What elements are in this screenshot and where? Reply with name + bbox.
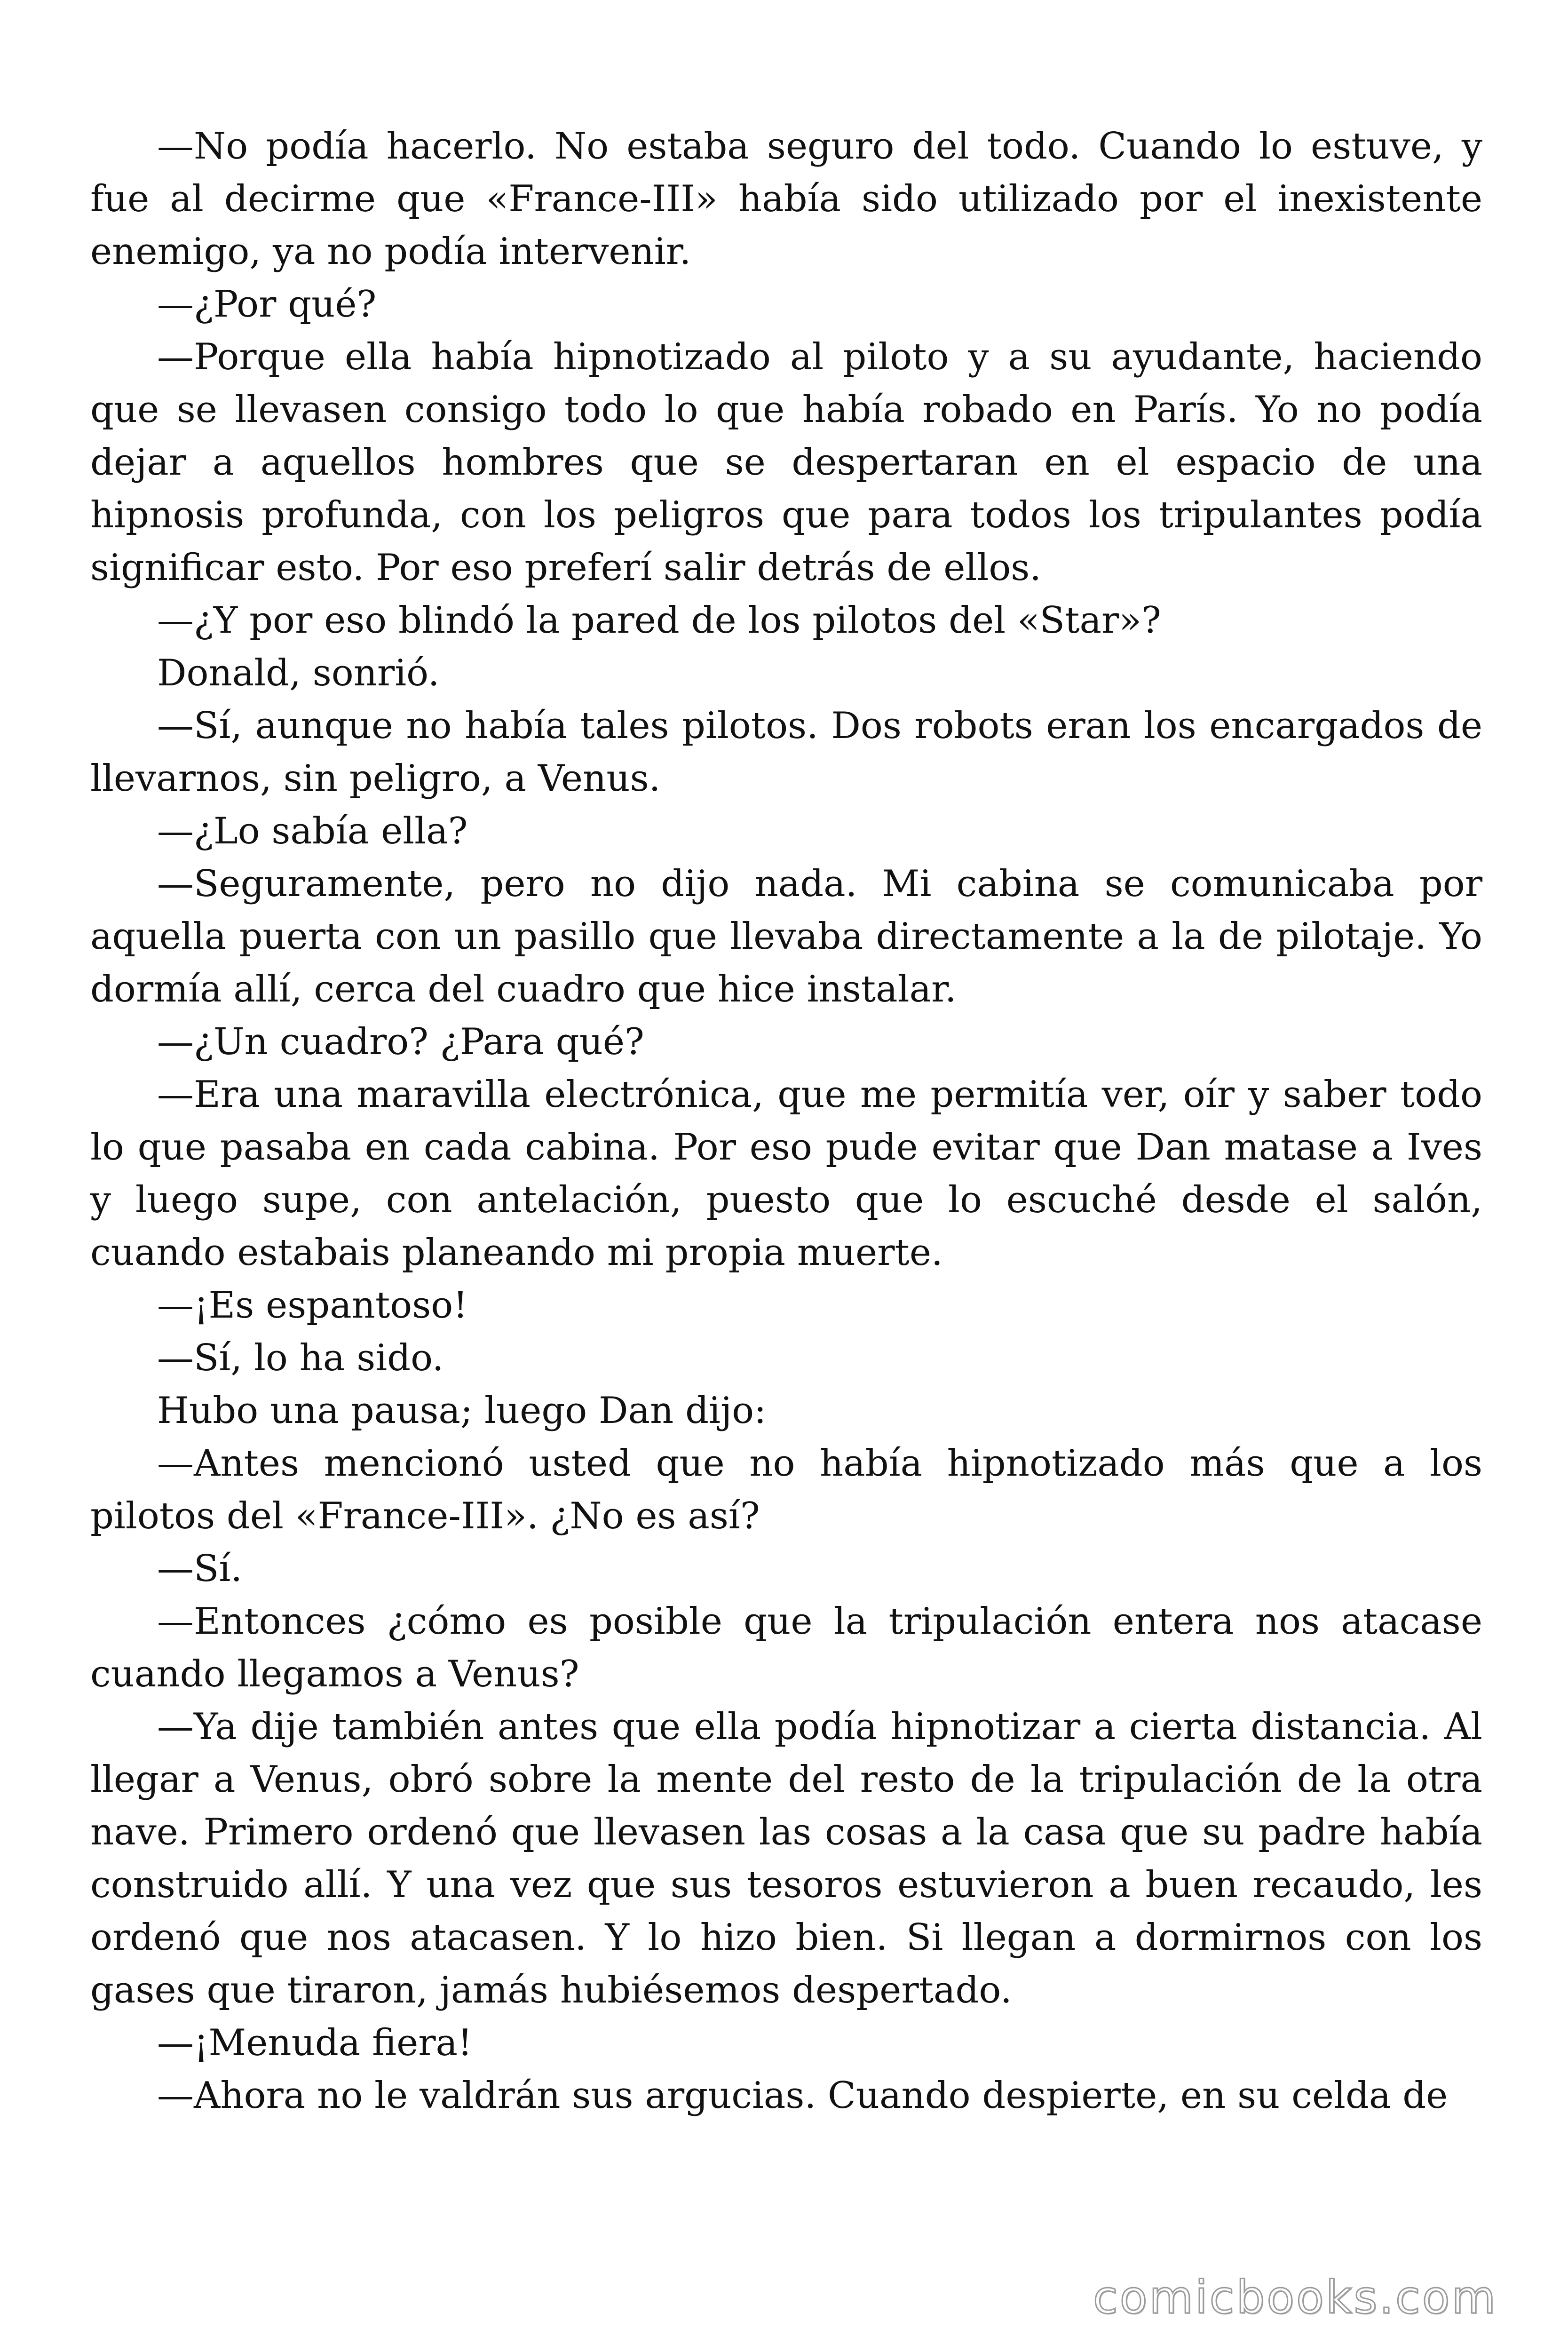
- paragraph: —Porque ella había hipnotizado al piloto y a su ayudante, haciendo que se llevasen consigo todo lo que había robado en París. Yo no podía dejar a aquellos hombres que se despertaran en el espacio de una hipnosis profunda, con los peligros que para todos los tripulantes podía significar esto. Por eso preferí salir detrás de ellos.: [90, 336, 1482, 589]
- paragraph: —¿Lo sabía ella?: [157, 810, 468, 852]
- paragraph: —Seguramente, pero no dijo nada. Mi cabina se comunicaba por aquella puerta con un pasillo que llevaba directamente a la de pilotaje. Yo dormía allí, cerca del cuadro que hice instalar.: [90, 863, 1482, 1010]
- paragraph: —¡Menuda fiera!: [157, 2022, 473, 2064]
- paragraph: —¡Es espantoso!: [157, 1284, 468, 1327]
- paragraph: —Era una maravilla electrónica, que me permitía ver, oír y saber todo lo que pasaba en cada cabina. Por eso pude evitar que Dan matase a Ives y luego supe, con antelación, puesto que lo escuché desde el salón, cuando estabais planeando mi propia muerte.: [90, 1073, 1482, 1274]
- paragraph: —Entonces ¿cómo es posible que la tripulación entera nos atacase cuando llegamos a Venus?: [90, 1600, 1482, 1695]
- paragraph: —¿Un cuadro? ¿Para qué?: [157, 1021, 644, 1063]
- paragraph: —¿Y por eso blindó la pared de los pilotos del «Star»?: [157, 599, 1161, 642]
- paragraph: Hubo una pausa; luego Dan dijo:: [157, 1390, 767, 1432]
- page-text-block: [90, 120, 1482, 2122]
- paragraph: —Sí, lo ha sido.: [157, 1337, 444, 1379]
- paragraph: —No podía hacerlo. No estaba seguro del todo. Cuando lo estuve, y fue al decirme que «France-III» había sido utilizado por el inexistente enemigo, ya no podía intervenir.: [90, 125, 1482, 273]
- paragraph: —Antes mencionó usted que no había hipnotizado más que a los pilotos del «France-III». ¿No es así?: [90, 1442, 1482, 1537]
- paragraph: —Sí.: [157, 1548, 243, 1590]
- paragraph: —Ahora no le valdrán sus argucias. Cuando despierte, en su celda de: [157, 2074, 1448, 2117]
- paragraph: Donald, sonrió.: [157, 652, 440, 694]
- paragraph: —Ya dije también antes que ella podía hipnotizar a cierta distancia. Al llegar a Venus, obró sobre la mente del resto de la tripulación de la otra nave. Primero ordenó que llevasen las cosas a la casa que su padre había construido allí. Y una vez que sus tesoros estuvieron a buen recaudo, les ordenó que nos atacasen. Y lo hizo bien. Si llegan a dormirnos con los gases que tiraron, jamás hubiésemos despertado.: [90, 1706, 1482, 2011]
- paragraph: —Sí, aunque no había tales pilotos. Dos robots eran los encargados de llevarnos, sin peligro, a Venus.: [90, 705, 1482, 800]
- watermark: comicbooks.com: [1093, 2271, 1497, 2324]
- paragraph: —¿Por qué?: [157, 283, 377, 326]
